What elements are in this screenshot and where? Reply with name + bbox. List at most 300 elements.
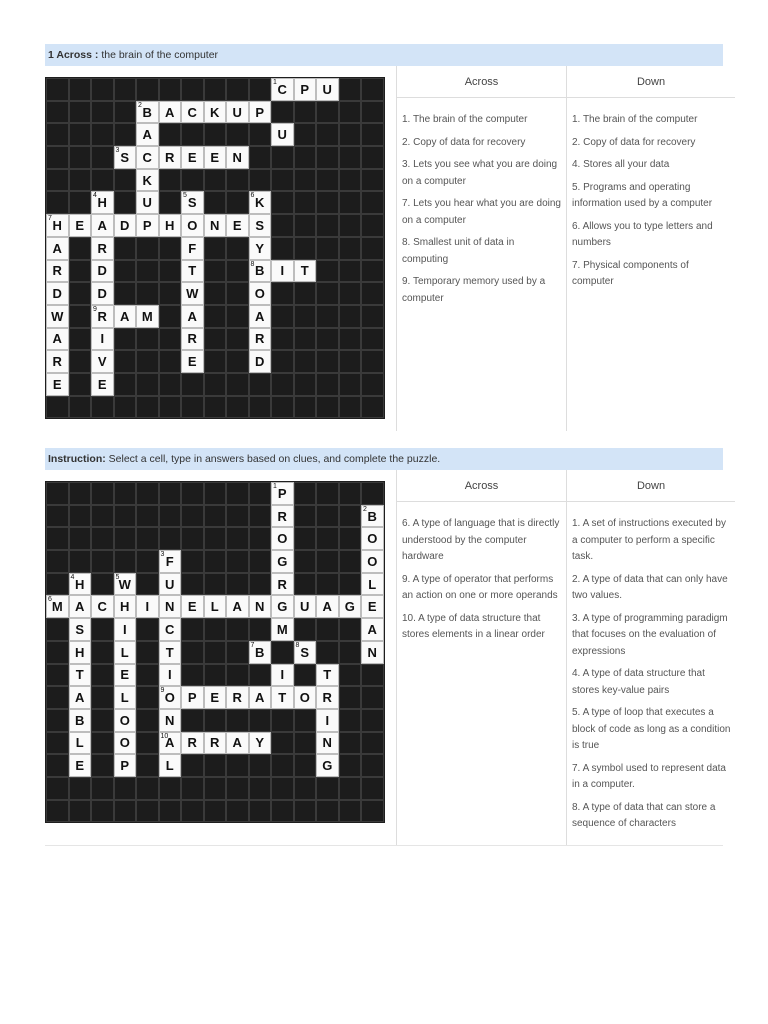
clue-item[interactable]: 2. Copy of data for recovery xyxy=(572,136,696,148)
grid-cell[interactable] xyxy=(69,595,92,618)
clue-number: 9 xyxy=(160,687,165,695)
blocked-cell xyxy=(339,260,362,283)
grid-cell[interactable] xyxy=(271,664,294,687)
grid-cell[interactable] xyxy=(249,214,272,237)
cell-letter: R xyxy=(52,354,62,370)
grid-cell[interactable] xyxy=(271,573,294,596)
cell-letter: F xyxy=(165,553,174,569)
grid-cell[interactable] xyxy=(181,260,204,283)
clue-item[interactable]: 10. A type of data structure that stores elements in a linear order xyxy=(402,612,545,640)
blocked-cell xyxy=(46,78,69,101)
blocked-cell xyxy=(204,505,227,528)
blocked-cell xyxy=(226,305,249,328)
cell-letter: B xyxy=(367,508,377,524)
grid-cell[interactable] xyxy=(69,618,92,641)
grid-cell[interactable] xyxy=(69,754,92,777)
blocked-cell xyxy=(69,396,92,419)
grid-cell[interactable] xyxy=(91,305,114,328)
clue-item[interactable]: 7. Physical components of computer xyxy=(572,259,689,287)
cell-letter: O xyxy=(119,712,130,728)
grid-cell[interactable] xyxy=(159,550,182,573)
grid-cell[interactable] xyxy=(181,146,204,169)
blocked-cell xyxy=(226,800,249,823)
cell-letter: B xyxy=(75,712,85,728)
grid-cell[interactable] xyxy=(204,146,227,169)
clue-number: 7 xyxy=(250,641,255,649)
cell-letter: E xyxy=(210,149,220,165)
grid-cell[interactable] xyxy=(159,595,182,618)
grid-cell[interactable] xyxy=(136,191,159,214)
grid-cell[interactable] xyxy=(181,305,204,328)
blocked-cell xyxy=(294,664,317,687)
blocked-cell xyxy=(159,169,182,192)
grid-cell[interactable] xyxy=(271,482,294,505)
blocked-cell xyxy=(316,305,339,328)
grid-cell[interactable] xyxy=(159,664,182,687)
blocked-cell xyxy=(46,146,69,169)
blocked-cell xyxy=(294,123,317,146)
grid-cell[interactable] xyxy=(361,527,384,550)
grid-cell[interactable] xyxy=(181,214,204,237)
grid-cell[interactable] xyxy=(114,664,137,687)
blocked-cell xyxy=(46,686,69,709)
blocked-cell xyxy=(316,800,339,823)
grid-cell[interactable] xyxy=(249,305,272,328)
blocked-cell xyxy=(69,482,92,505)
blocked-cell xyxy=(294,505,317,528)
blocked-cell xyxy=(226,260,249,283)
grid-cell[interactable] xyxy=(294,78,317,101)
grid-cell[interactable] xyxy=(204,732,227,755)
clue-number: 6 xyxy=(250,192,255,200)
clue-item[interactable]: 4. A type of data structure that stores key-value pairs xyxy=(572,668,705,696)
cell-letter: A xyxy=(142,127,152,143)
grid-cell[interactable] xyxy=(226,146,249,169)
blocked-cell xyxy=(204,396,227,419)
crossword-grid-1[interactable] xyxy=(45,77,385,419)
blocked-cell xyxy=(271,328,294,351)
grid-cell[interactable] xyxy=(361,505,384,528)
blocked-cell xyxy=(271,754,294,777)
grid-cell[interactable] xyxy=(91,260,114,283)
grid-cell[interactable] xyxy=(91,328,114,351)
blocked-cell xyxy=(316,550,339,573)
clue-item[interactable]: 1. A set of instructions executed by a computer to perform a specific task. xyxy=(572,518,726,562)
blocked-cell xyxy=(69,191,92,214)
grid-cell[interactable] xyxy=(159,573,182,596)
cell-letter: I xyxy=(145,599,150,615)
grid-cell[interactable] xyxy=(204,595,227,618)
blocked-cell xyxy=(204,754,227,777)
grid-cell[interactable] xyxy=(91,595,114,618)
grid-cell[interactable] xyxy=(69,214,92,237)
blocked-cell xyxy=(114,191,137,214)
grid-cell[interactable] xyxy=(294,641,317,664)
clue-item[interactable]: 1. The brain of the computer xyxy=(572,114,698,125)
cell-letter: R xyxy=(232,690,242,706)
blocked-cell xyxy=(181,550,204,573)
grid-cell[interactable] xyxy=(316,754,339,777)
clue-item[interactable]: 1. The brain of the computer xyxy=(402,114,528,125)
grid-cell[interactable] xyxy=(114,146,137,169)
clue-number: 5 xyxy=(115,573,120,581)
blocked-cell xyxy=(91,573,114,596)
grid-cell[interactable] xyxy=(136,595,159,618)
grid-cell[interactable] xyxy=(181,191,204,214)
cell-letter: V xyxy=(97,354,107,370)
grid-cell[interactable] xyxy=(361,550,384,573)
clue-item[interactable]: 8. Smallest unit of data in computing xyxy=(402,237,515,265)
grid-cell[interactable] xyxy=(226,732,249,755)
blocked-cell xyxy=(226,754,249,777)
blocked-cell xyxy=(136,686,159,709)
blocked-cell xyxy=(361,686,384,709)
cell-letter: A xyxy=(255,690,265,706)
cell-letter: K xyxy=(142,172,152,188)
grid-cell[interactable] xyxy=(294,595,317,618)
blocked-cell xyxy=(136,777,159,800)
grid-cell[interactable] xyxy=(249,191,272,214)
clue-item[interactable]: 6. Allows you to type letters and numbers xyxy=(572,220,713,248)
blocked-cell xyxy=(159,282,182,305)
grid-cell[interactable] xyxy=(226,595,249,618)
crossword-grid-2[interactable] xyxy=(45,481,385,823)
grid-cell[interactable] xyxy=(114,618,137,641)
blocked-cell xyxy=(91,732,114,755)
blocked-cell xyxy=(249,505,272,528)
grid-cell[interactable] xyxy=(316,595,339,618)
blocked-cell xyxy=(181,482,204,505)
blocked-cell xyxy=(69,373,92,396)
clue-item[interactable]: 5. A type of loop that executes a block of code as long as a condition is true xyxy=(572,707,731,751)
blocked-cell xyxy=(339,396,362,419)
cell-letter: E xyxy=(75,217,85,233)
grid-cell[interactable] xyxy=(159,686,182,709)
blocked-cell xyxy=(339,214,362,237)
blocked-cell xyxy=(46,527,69,550)
across-column xyxy=(397,470,566,845)
grid-cell[interactable] xyxy=(294,686,317,709)
grid-cell[interactable] xyxy=(69,686,92,709)
banner-label: 1 Across : xyxy=(48,49,99,61)
cell-letter: R xyxy=(210,735,220,751)
grid-cell[interactable] xyxy=(361,573,384,596)
grid-cell[interactable] xyxy=(114,305,137,328)
clue-item[interactable]: 9. Temporary memory used by a computer xyxy=(402,276,546,304)
blocked-cell xyxy=(136,573,159,596)
grid-cell[interactable] xyxy=(249,732,272,755)
grid-cell[interactable] xyxy=(226,214,249,237)
grid-cell[interactable] xyxy=(46,350,69,373)
grid-cell[interactable] xyxy=(69,664,92,687)
grid-cell[interactable] xyxy=(181,101,204,124)
grid-cell[interactable] xyxy=(316,78,339,101)
grid-cell[interactable] xyxy=(69,732,92,755)
grid-cell[interactable] xyxy=(159,709,182,732)
grid-cell[interactable] xyxy=(181,237,204,260)
banner-text: the brain of the computer xyxy=(101,49,219,61)
blocked-cell xyxy=(226,123,249,146)
cell-letter: L xyxy=(75,735,84,751)
grid-cell[interactable] xyxy=(46,282,69,305)
grid-cell[interactable] xyxy=(361,641,384,664)
grid-cell[interactable] xyxy=(46,214,69,237)
clue-item[interactable]: 2. A type of data that can only have two values. xyxy=(572,573,728,601)
grid-cell[interactable] xyxy=(271,260,294,283)
blocked-cell xyxy=(136,527,159,550)
grid-cell[interactable] xyxy=(181,686,204,709)
grid-cell[interactable] xyxy=(46,595,69,618)
grid-cell[interactable] xyxy=(294,260,317,283)
blocked-cell xyxy=(226,664,249,687)
grid-cell[interactable] xyxy=(316,686,339,709)
cell-letter: B xyxy=(255,644,265,660)
blocked-cell xyxy=(271,641,294,664)
grid-cell[interactable] xyxy=(46,328,69,351)
blocked-cell xyxy=(204,527,227,550)
grid-cell[interactable] xyxy=(249,595,272,618)
grid-cell[interactable] xyxy=(316,664,339,687)
blocked-cell xyxy=(204,282,227,305)
cell-letter: E xyxy=(187,599,197,615)
grid-cell[interactable] xyxy=(271,505,294,528)
blocked-cell xyxy=(91,550,114,573)
blocked-cell xyxy=(361,282,384,305)
grid-cell[interactable] xyxy=(249,686,272,709)
clue-item[interactable]: 3. Lets you see what you are doing on a computer xyxy=(402,159,558,187)
down-column xyxy=(566,66,735,431)
blocked-cell xyxy=(271,191,294,214)
grid-cell[interactable] xyxy=(249,237,272,260)
blocked-cell xyxy=(271,282,294,305)
grid-cell[interactable] xyxy=(114,732,137,755)
grid-cell[interactable] xyxy=(249,101,272,124)
cell-letter: L xyxy=(120,644,129,660)
blocked-cell xyxy=(46,664,69,687)
grid-cell[interactable] xyxy=(91,350,114,373)
grid-cell[interactable] xyxy=(69,709,92,732)
grid-cell[interactable] xyxy=(204,214,227,237)
grid-cell[interactable] xyxy=(136,101,159,124)
grid-cell[interactable] xyxy=(91,373,114,396)
grid-cell[interactable] xyxy=(271,78,294,101)
blocked-cell xyxy=(159,123,182,146)
blocked-cell xyxy=(361,328,384,351)
grid-cell[interactable] xyxy=(91,282,114,305)
cell-letter: U xyxy=(300,599,310,615)
cell-letter: S xyxy=(75,621,85,637)
blocked-cell xyxy=(181,505,204,528)
blocked-cell xyxy=(294,709,317,732)
grid-cell[interactable] xyxy=(91,214,114,237)
clue-item[interactable]: 7. A symbol used to represent data in a computer. xyxy=(572,762,726,790)
grid-cell[interactable] xyxy=(271,123,294,146)
cell-letter: T xyxy=(300,263,309,279)
blocked-cell xyxy=(294,396,317,419)
blocked-cell xyxy=(69,350,92,373)
grid-cell[interactable] xyxy=(204,686,227,709)
grid-cell[interactable] xyxy=(69,573,92,596)
grid-cell[interactable] xyxy=(181,732,204,755)
clue-item[interactable]: 4. Stores all your data xyxy=(572,159,670,170)
grid-cell[interactable] xyxy=(91,237,114,260)
clue-item[interactable]: 9. A type of operator that performs an action on one or more operands xyxy=(402,573,558,601)
blocked-cell xyxy=(339,191,362,214)
blocked-cell xyxy=(159,482,182,505)
blocked-cell xyxy=(69,282,92,305)
clue-item[interactable]: 2. Copy of data for recovery xyxy=(402,136,526,148)
grid-cell[interactable] xyxy=(249,350,272,373)
grid-cell[interactable] xyxy=(159,146,182,169)
grid-cell[interactable] xyxy=(316,709,339,732)
grid-cell[interactable] xyxy=(136,169,159,192)
blocked-cell xyxy=(46,169,69,192)
blocked-cell xyxy=(316,527,339,550)
cell-letter: A xyxy=(165,735,175,751)
blocked-cell xyxy=(181,777,204,800)
grid-cell[interactable] xyxy=(271,527,294,550)
grid-cell[interactable] xyxy=(46,237,69,260)
blocked-cell xyxy=(181,527,204,550)
blocked-cell xyxy=(91,101,114,124)
clue-item[interactable]: 8. A type of data that can store a sequence of characters xyxy=(572,801,716,829)
cell-letter: F xyxy=(188,240,197,256)
grid-cell[interactable] xyxy=(226,101,249,124)
grid-cell[interactable] xyxy=(136,123,159,146)
blocked-cell xyxy=(91,169,114,192)
blocked-cell xyxy=(114,550,137,573)
grid-cell[interactable] xyxy=(46,373,69,396)
grid-cell[interactable] xyxy=(136,214,159,237)
grid-cell[interactable] xyxy=(361,595,384,618)
grid-cell[interactable] xyxy=(91,191,114,214)
blocked-cell xyxy=(114,123,137,146)
blocked-cell xyxy=(316,482,339,505)
grid-cell[interactable] xyxy=(181,350,204,373)
grid-cell[interactable] xyxy=(114,709,137,732)
blocked-cell xyxy=(91,777,114,800)
grid-cell[interactable] xyxy=(249,328,272,351)
blocked-cell xyxy=(271,396,294,419)
grid-cell[interactable] xyxy=(159,101,182,124)
blocked-cell xyxy=(339,78,362,101)
clue-item[interactable]: 6. A type of language that is directly understood by the computer hardware xyxy=(402,518,560,562)
blocked-cell xyxy=(204,777,227,800)
cell-letter: D xyxy=(52,286,62,302)
across-header: Across xyxy=(397,470,566,502)
grid-cell[interactable] xyxy=(181,595,204,618)
grid-cell[interactable] xyxy=(271,618,294,641)
grid-cell[interactable] xyxy=(159,732,182,755)
grid-cell[interactable] xyxy=(114,595,137,618)
banner-label: Instruction: xyxy=(48,453,106,465)
blocked-cell xyxy=(69,78,92,101)
blocked-cell xyxy=(339,237,362,260)
cell-letter: E xyxy=(232,217,242,233)
blocked-cell xyxy=(271,305,294,328)
blocked-cell xyxy=(226,78,249,101)
grid-cell[interactable] xyxy=(181,282,204,305)
grid-cell[interactable] xyxy=(159,618,182,641)
blocked-cell xyxy=(114,482,137,505)
blocked-cell xyxy=(91,527,114,550)
blocked-cell xyxy=(316,573,339,596)
grid-cell[interactable] xyxy=(249,260,272,283)
banner-text: Select a cell, type in answers based on clues, and complete the puzzle. xyxy=(108,453,441,465)
blocked-cell xyxy=(69,237,92,260)
cell-letter: S xyxy=(120,149,130,165)
grid-cell[interactable] xyxy=(46,305,69,328)
grid-cell[interactable] xyxy=(114,686,137,709)
grid-cell[interactable] xyxy=(249,641,272,664)
blocked-cell xyxy=(294,373,317,396)
grid-cell[interactable] xyxy=(181,328,204,351)
blocked-cell xyxy=(226,527,249,550)
cell-letter: O xyxy=(367,531,378,547)
grid-cell[interactable] xyxy=(204,101,227,124)
blocked-cell xyxy=(361,78,384,101)
down-column xyxy=(566,470,735,845)
grid-cell[interactable] xyxy=(114,641,137,664)
blocked-cell xyxy=(294,191,317,214)
cell-letter: A xyxy=(97,217,107,233)
grid-cell[interactable] xyxy=(339,595,362,618)
blocked-cell xyxy=(249,709,272,732)
grid-cell[interactable] xyxy=(316,732,339,755)
grid-cell[interactable] xyxy=(136,305,159,328)
blocked-cell xyxy=(181,664,204,687)
clue-number: 2 xyxy=(138,101,142,109)
grid-cell[interactable] xyxy=(249,282,272,305)
grid-cell[interactable] xyxy=(271,550,294,573)
grid-cell[interactable] xyxy=(114,754,137,777)
grid-cell[interactable] xyxy=(114,573,137,596)
clue-item[interactable]: 3. A type of programming paradigm that focuses on the evaluation of expressions xyxy=(572,612,728,657)
cell-letter: C xyxy=(187,104,197,120)
grid-cell[interactable] xyxy=(159,214,182,237)
clue-item[interactable]: 5. Programs and operating information used by a computer xyxy=(572,181,713,209)
grid-cell[interactable] xyxy=(114,214,137,237)
blocked-cell xyxy=(46,754,69,777)
grid-cell[interactable] xyxy=(136,146,159,169)
clue-item[interactable]: 7. Lets you hear what you are doing on a computer xyxy=(402,198,561,226)
grid-cell[interactable] xyxy=(69,641,92,664)
blocked-cell xyxy=(181,78,204,101)
grid-cell[interactable] xyxy=(226,686,249,709)
cell-letter: R xyxy=(255,331,265,347)
cell-letter: L xyxy=(210,599,219,615)
cell-letter: R xyxy=(165,149,175,165)
cell-letter: L xyxy=(368,576,377,592)
cell-letter: O xyxy=(164,690,175,706)
cell-letter: H xyxy=(120,599,130,615)
cell-letter: D xyxy=(97,263,107,279)
grid-cell[interactable] xyxy=(361,618,384,641)
blocked-cell xyxy=(249,777,272,800)
grid-cell[interactable] xyxy=(159,754,182,777)
grid-cell[interactable] xyxy=(271,686,294,709)
cell-letter: O xyxy=(187,217,198,233)
grid-cell[interactable] xyxy=(46,260,69,283)
grid-cell[interactable] xyxy=(159,641,182,664)
cell-letter: H xyxy=(97,195,107,211)
clue-number: 1 xyxy=(273,79,277,86)
grid-cell[interactable] xyxy=(271,595,294,618)
cell-letter: A xyxy=(165,104,175,120)
blocked-cell xyxy=(136,282,159,305)
cell-letter: O xyxy=(254,286,265,302)
blocked-cell xyxy=(69,777,92,800)
